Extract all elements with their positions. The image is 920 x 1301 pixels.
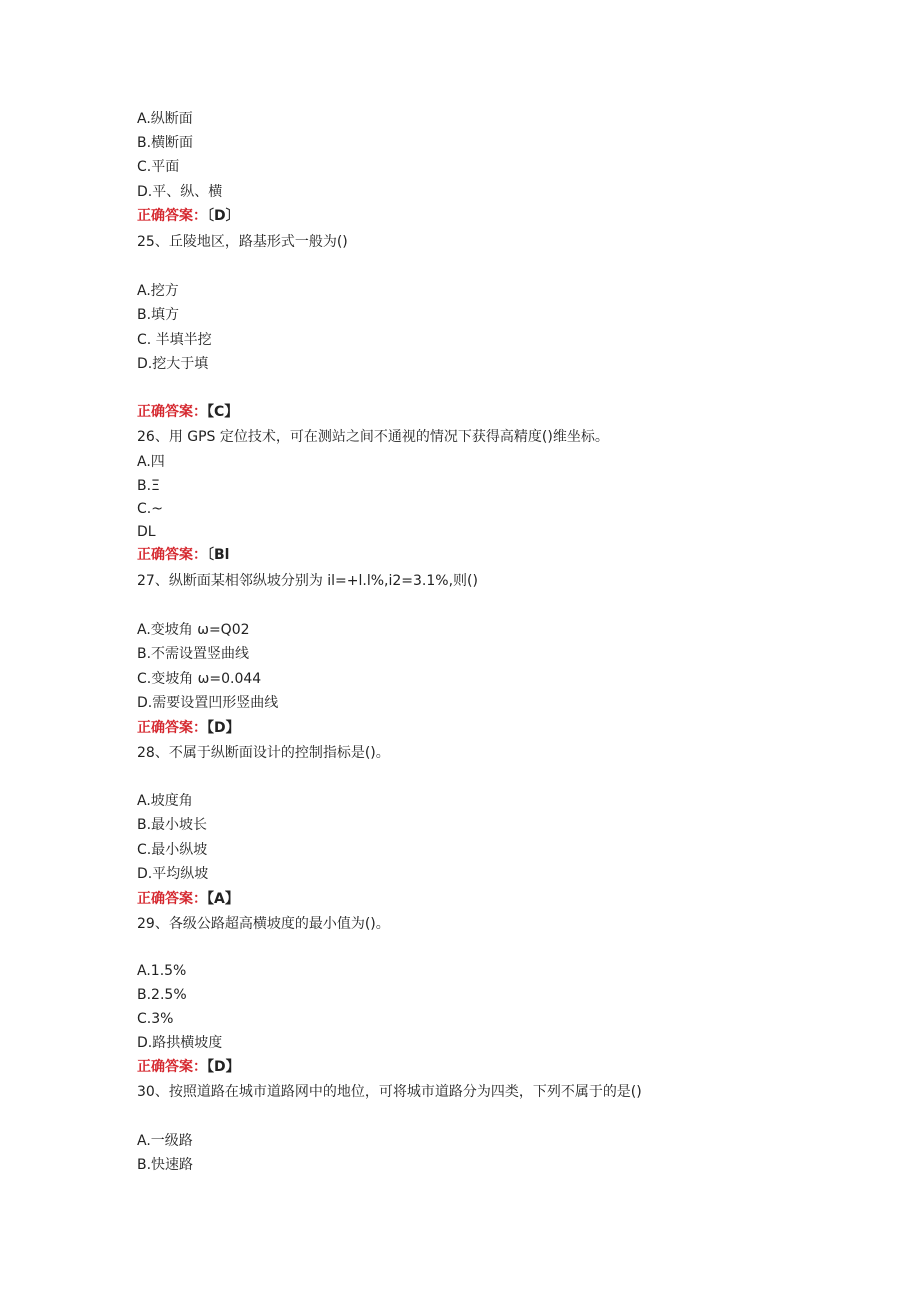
- option-line: B.2.5%: [137, 987, 187, 1003]
- option-line: A.坡度角: [137, 793, 193, 809]
- option-line: DL: [137, 524, 156, 540]
- answer-label: 正确答案：: [137, 547, 207, 563]
- option-line: B.Ξ: [137, 478, 160, 494]
- option-line: B.横断面: [137, 135, 194, 151]
- option-line: C.平面: [137, 159, 180, 175]
- option-line: A.一级路: [137, 1133, 193, 1149]
- answer-line: [137, 1058, 240, 1076]
- answer-value: 【A】: [207, 891, 239, 907]
- answer-value: 〔D〕: [207, 208, 240, 224]
- answer-label: 正确答案：: [137, 1059, 207, 1075]
- question-line: 26、用 GPS 定位技术，可在测站之间不通视的情况下获得高精度()维坐标。: [137, 429, 609, 445]
- answer-value: 〔Bl: [207, 547, 230, 563]
- option-line: C. 半填半挖: [137, 332, 212, 348]
- option-line: D.平均纵坡: [137, 866, 209, 882]
- option-line: D.挖大于填: [137, 356, 209, 372]
- option-line: C.最小纵坡: [137, 842, 208, 858]
- answer-value: 【D】: [207, 720, 240, 736]
- option-line: D.平、纵、横: [137, 184, 223, 200]
- option-line: A.纵断面: [137, 111, 193, 127]
- option-line: A.变坡角 ω=Q02: [137, 622, 250, 638]
- answer-value: 【C】: [207, 404, 239, 420]
- answer-line: [137, 207, 240, 225]
- option-line: B.最小坡长: [137, 817, 208, 833]
- answer-label: 正确答案：: [137, 891, 207, 907]
- answer-label: 正确答案：: [137, 404, 207, 420]
- answer-label: 正确答案：: [137, 208, 207, 224]
- answer-line: [137, 890, 239, 908]
- answer-line: [137, 403, 238, 421]
- question-line: 28、不属于纵断面设计的控制指标是()。: [137, 745, 390, 761]
- answer-value: 【D】: [207, 1059, 240, 1075]
- question-line: 29、各级公路超高横坡度的最小值为()。: [137, 916, 390, 932]
- option-line: B.不需设置竖曲线: [137, 646, 250, 662]
- option-line: C.~: [137, 501, 163, 517]
- option-line: A.1.5%: [137, 963, 187, 979]
- option-line: D.需要设置凹形竖曲线: [137, 695, 279, 711]
- answer-label: 正确答案：: [137, 720, 207, 736]
- option-line: B.填方: [137, 307, 180, 323]
- option-line: A.四: [137, 454, 165, 470]
- question-line: 25、丘陵地区，路基形式一般为(): [137, 234, 348, 250]
- question-line: 27、纵断面某相邻纵坡分别为 il=+l.l%,i2=3.1%,则(): [137, 573, 478, 589]
- option-line: A.挖方: [137, 283, 179, 299]
- option-line: C.3%: [137, 1011, 174, 1027]
- question-line: 30、按照道路在城市道路网中的地位，可将城市道路分为四类，下列不属于的是(): [137, 1084, 642, 1100]
- option-line: C.变坡角 ω=0.044: [137, 671, 262, 687]
- option-line: B.快速路: [137, 1157, 194, 1173]
- option-line: D.路拱横坡度: [137, 1035, 223, 1051]
- answer-line: [137, 719, 240, 737]
- answer-line: [137, 546, 229, 564]
